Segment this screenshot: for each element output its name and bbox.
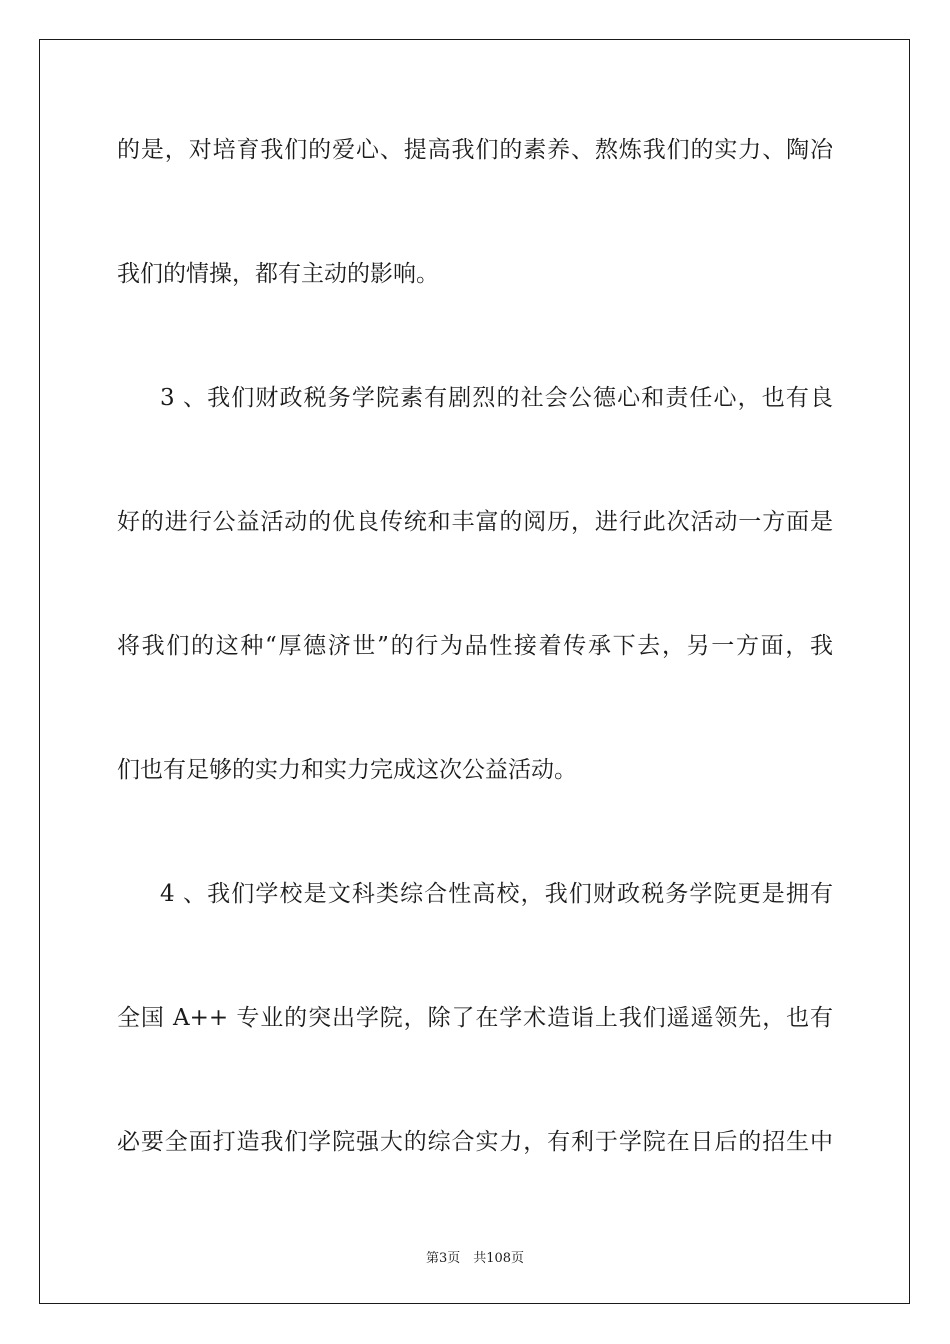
paragraph-line: 我们的情操，都有主动的影响。 <box>117 261 439 287</box>
paragraph-line: 必要全面打造我们学院强大的综合实力，有利于学院在日后的招生中 <box>117 1129 833 1155</box>
paragraph-line: 3 、我们财政税务学院素有剧烈的社会公德心和责任心，也有良 <box>160 385 833 411</box>
paragraph-line: 的是，对培育我们的爱心、提高我们的素养、熬炼我们的实力、陶冶 <box>117 137 833 163</box>
page-footer: 第3页 共108页 <box>425 1251 525 1266</box>
page-border <box>39 39 910 1304</box>
paragraph-line: 全国 A++ 专业的突出学院，除了在学术造诣上我们遥遥领先，也有 <box>117 1005 833 1031</box>
paragraph-line: 好的进行公益活动的优良传统和丰富的阅历，进行此次活动一方面是 <box>117 509 833 535</box>
paragraph-line: 4 、我们学校是文科类综合性高校，我们财政税务学院更是拥有 <box>160 881 833 907</box>
paragraph-line: 们也有足够的实力和实力完成这次公益活动。 <box>117 757 577 783</box>
paragraph-line: 将我们的这种“厚德济世”的行为品性接着传承下去，另一方面，我 <box>117 633 833 659</box>
